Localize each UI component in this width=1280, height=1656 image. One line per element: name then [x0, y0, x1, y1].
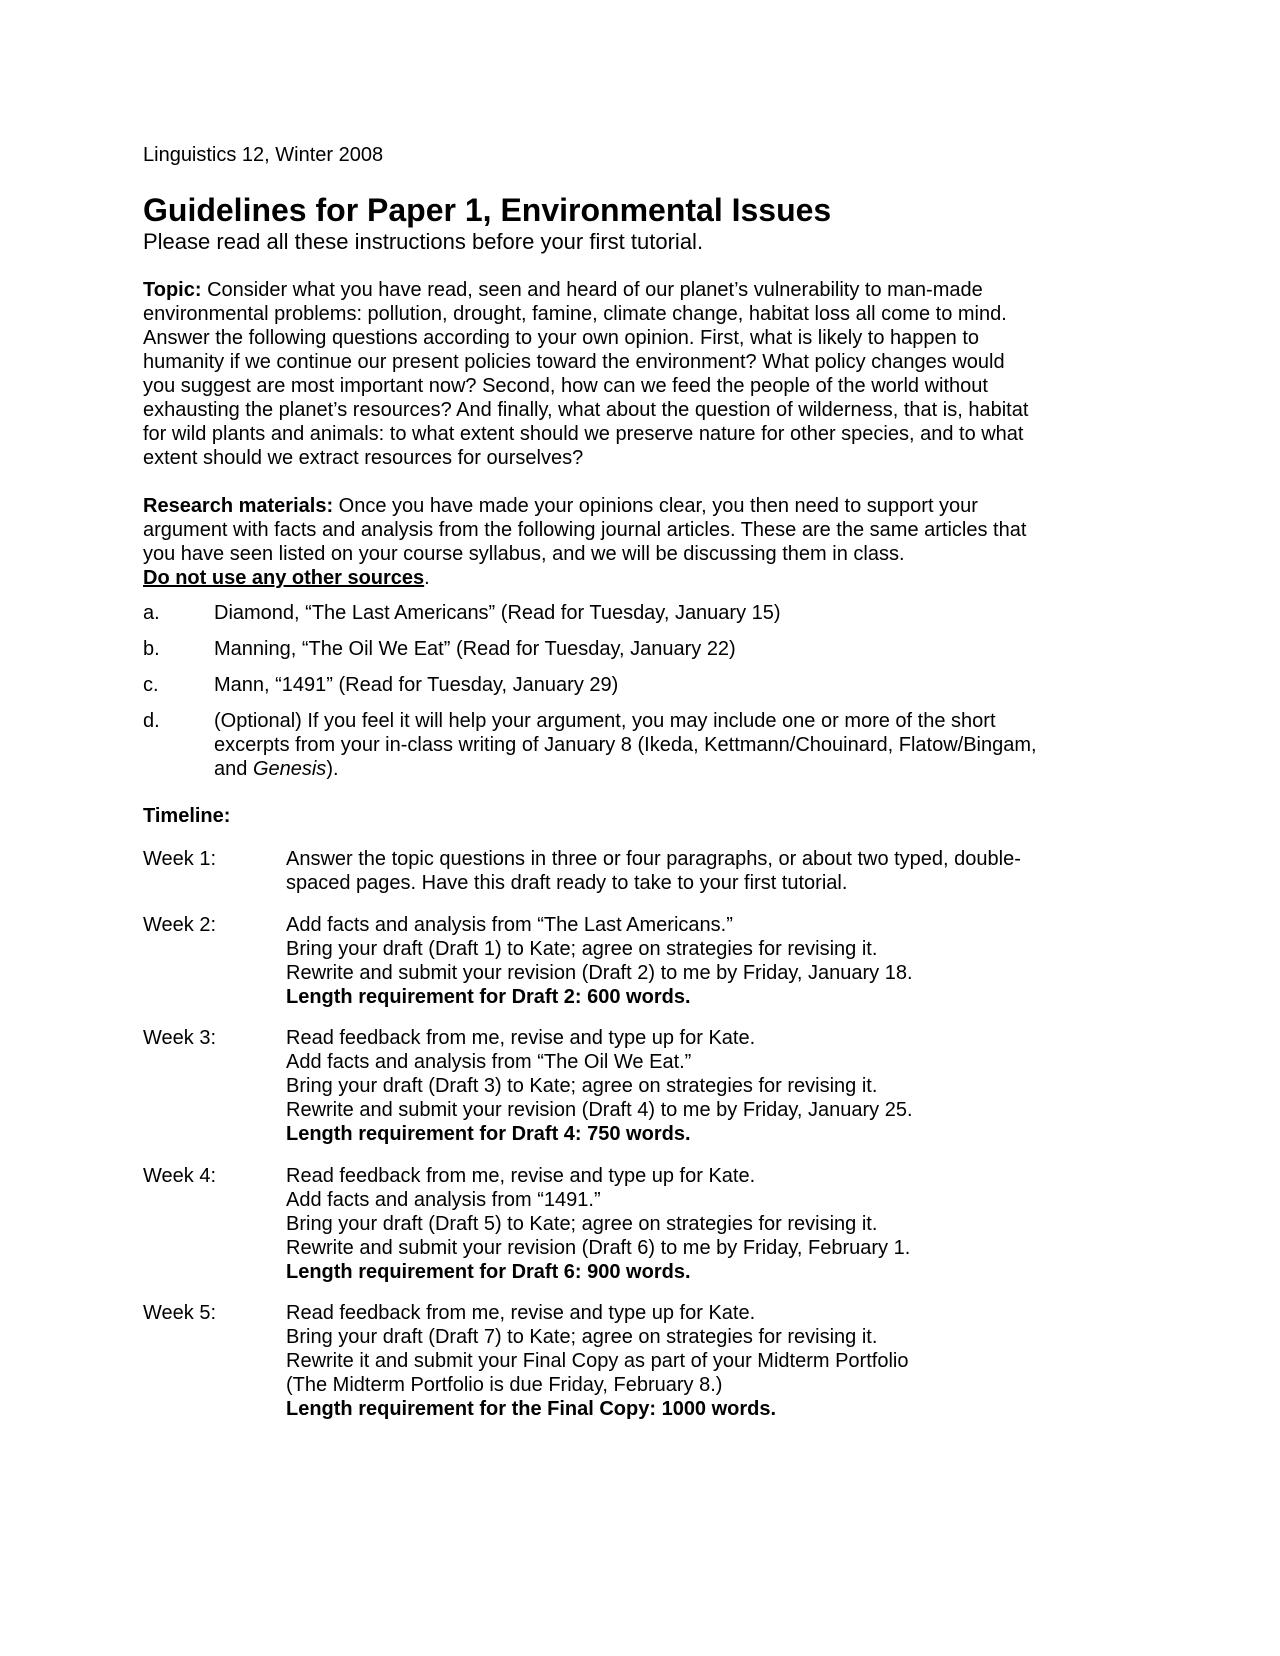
text-line: Answer the following questions according to your own opinion. First, what is likely to happen to [143, 327, 980, 349]
text-line [143, 566, 1026, 590]
item-label: Week 2: [143, 913, 216, 936]
text-line [286, 1122, 913, 1146]
item-label: Week 3: [143, 1027, 216, 1049]
text-run: . [424, 567, 430, 589]
text-line: environmental problems: pollution, drought, famine, climate change, habitat loss all come to mind. [143, 303, 1007, 325]
item-text [214, 673, 618, 697]
item-label: b. [143, 638, 160, 660]
text-line: extent should we extract resources for ourselves? [143, 447, 584, 469]
text-line: Add facts and analysis from “The Oil We Eat.” [286, 1051, 692, 1073]
text-line: you suggest are most important now? Second, how can we feed the people of the world without [143, 375, 988, 397]
timeline-heading: Timeline: [143, 805, 231, 827]
text-line: (The Midterm Portfolio is due Friday, February 8.) [286, 1374, 723, 1396]
text-line: for wild plants and animals: to what extent should we preserve nature for other species, and to what [143, 423, 1024, 445]
bold-text: Length requirement for Draft 6: 900 words. [286, 1260, 691, 1283]
text-line: Bring your draft (Draft 5) to Kate; agree on strategies for revising it. [286, 1212, 878, 1235]
item-label: Week 1: [143, 848, 216, 870]
italic-text: Genesis [252, 758, 327, 780]
text-line: Add facts and analysis from “1491.” [286, 1188, 601, 1211]
course-header: Linguistics 12, Winter 2008 [143, 144, 384, 166]
text-line: Bring your draft (Draft 1) to Kate; agree on strategies for revising it. [286, 937, 878, 960]
text-line: excerpts from your in-class writing of January 8 (Ikeda, Kettmann/Chouinard, Flatow/Bingam, [214, 734, 1037, 756]
text-line: you have seen listed on your course syllabus, and we will be discussing them in class. [143, 543, 905, 565]
emphasis-underlined: Do not use any other sources [143, 567, 425, 589]
text-run: Once you have made your opinions clear, you then need to support your [333, 495, 978, 517]
item-label: Week 4: [143, 1164, 216, 1187]
item-text [214, 637, 736, 661]
document-title: Guidelines for Paper 1, Environmental Issues [143, 192, 832, 228]
bold-text: Length requirement for Draft 4: 750 words. [286, 1123, 691, 1145]
item-label: a. [143, 602, 160, 624]
text-line [286, 1260, 910, 1284]
text-line: spaced pages. Have this draft ready to take to your first tutorial. [286, 872, 848, 894]
text-line: (Optional) If you feel it will help your argument, you may include one or more of the short [214, 710, 996, 732]
text-line: Read feedback from me, revise and type up for Kate. [286, 1027, 756, 1049]
text-run: Consider what you have read, seen and heard of our planet’s vulnerability to man-made [201, 279, 983, 301]
item-label: c. [143, 674, 159, 696]
text-line [143, 494, 1026, 518]
item-text [214, 709, 1037, 781]
text-line: argument with facts and analysis from the following journal articles. These are the same articles that [143, 519, 1027, 541]
text-line: humanity if we continue our present policies toward the environment? What policy changes would [143, 351, 1005, 373]
item-text [214, 601, 781, 625]
research-materials-paragraph [143, 494, 1026, 590]
text-line [143, 278, 1028, 302]
text-line: Bring your draft (Draft 7) to Kate; agree on strategies for revising it. [286, 1326, 878, 1348]
text-line [214, 757, 1037, 781]
item-text [286, 1164, 910, 1284]
item-label: d. [143, 710, 160, 732]
text-line: Read feedback from me, revise and type up for Kate. [286, 1164, 756, 1187]
item-text [286, 1301, 908, 1421]
bold-text: Research materials: [143, 495, 334, 517]
bold-text: Topic: [143, 279, 202, 301]
text-line: Mann, “1491” (Read for Tuesday, January 29) [214, 674, 619, 696]
text-run: and [214, 758, 253, 780]
bold-text: Length requirement for the Final Copy: 1000 words. [286, 1398, 777, 1420]
text-line: Diamond, “The Last Americans” (Read for Tuesday, January 15) [214, 602, 781, 624]
text-line: Read feedback from me, revise and type up for Kate. [286, 1302, 756, 1324]
text-line: Answer the topic questions in three or four paragraphs, or about two typed, double- [286, 848, 1021, 870]
text-line [286, 985, 913, 1009]
text-line: Rewrite and submit your revision (Draft 6) to me by Friday, February 1. [286, 1236, 911, 1259]
text-line: Manning, “The Oil We Eat” (Read for Tuesday, January 22) [214, 638, 736, 660]
text-line: Bring your draft (Draft 3) to Kate; agree on strategies for revising it. [286, 1075, 878, 1097]
document-subtitle: Please read all these instructions before your first tutorial. [143, 229, 704, 254]
text-run: ). [326, 758, 339, 780]
bold-text: Length requirement for Draft 2: 600 words. [286, 985, 691, 1008]
item-text [286, 847, 1021, 895]
text-line: Rewrite and submit your revision (Draft 2) to me by Friday, January 18. [286, 961, 913, 984]
text-line: Rewrite and submit your revision (Draft 4) to me by Friday, January 25. [286, 1099, 913, 1121]
item-label: Week 5: [143, 1302, 216, 1324]
item-text [286, 1026, 913, 1146]
text-line: Rewrite it and submit your Final Copy as part of your Midterm Portfolio [286, 1350, 909, 1372]
text-line [286, 1397, 908, 1421]
text-line: exhausting the planet’s resources? And finally, what about the question of wilderness, that is, habitat [143, 399, 1029, 421]
text-line: Add facts and analysis from “The Last Americans.” [286, 913, 733, 936]
item-text [286, 913, 913, 1009]
topic-paragraph [143, 278, 1028, 470]
